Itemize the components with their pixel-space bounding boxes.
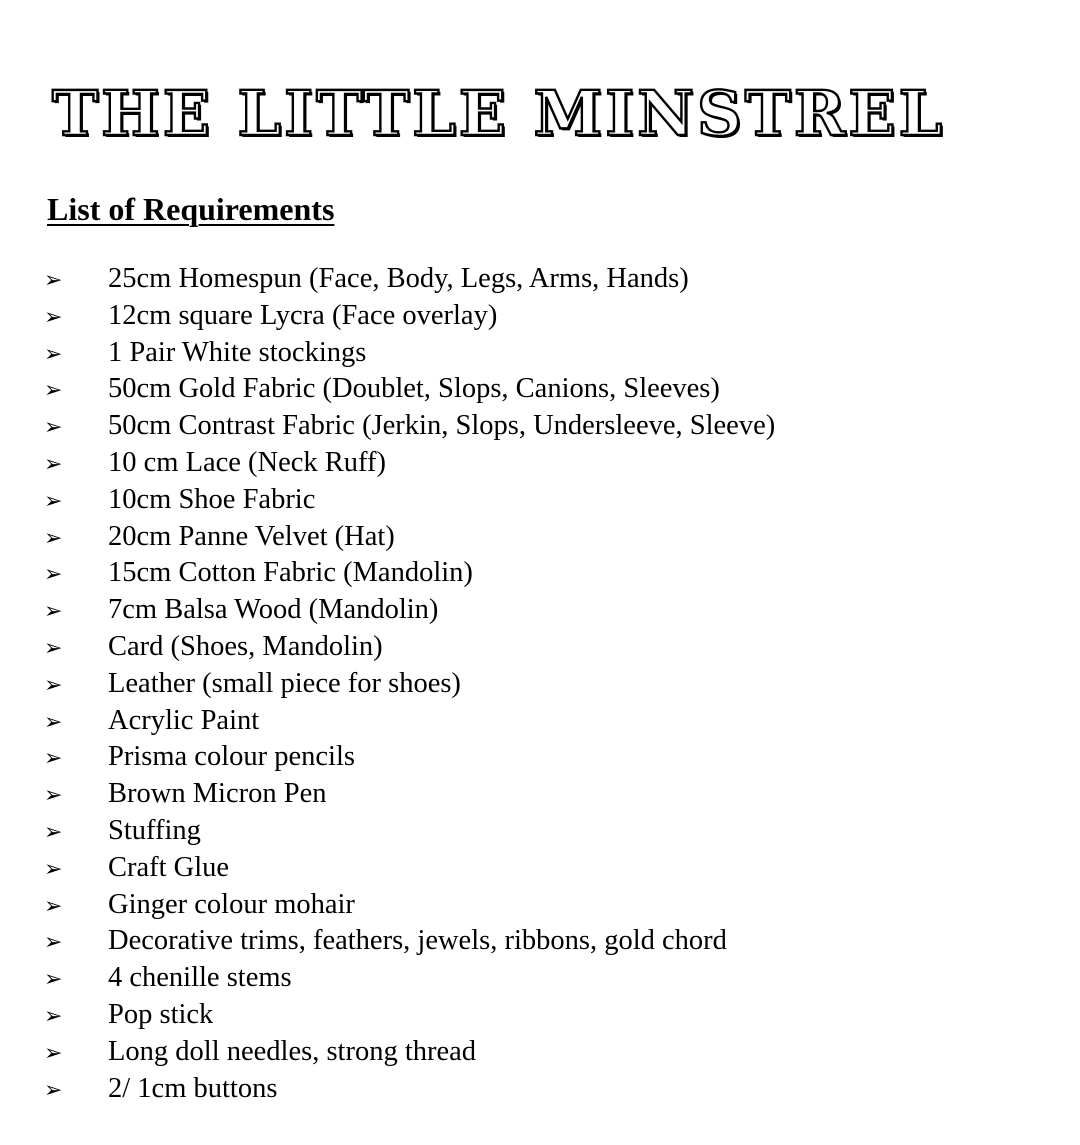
- list-item-text: Stuffing: [108, 814, 201, 846]
- arrow-bullet-icon: ➢: [44, 709, 63, 735]
- list-item: [38, 923, 1058, 960]
- arrow-bullet-icon: ➢: [44, 819, 63, 845]
- list-item-text: 50cm Gold Fabric (Doublet, Slops, Canions, Sleeves): [108, 373, 720, 405]
- list-item: [38, 298, 1058, 335]
- list-item-text: 10cm Shoe Fabric: [108, 483, 316, 515]
- list-item-text: Prisma colour pencils: [108, 741, 355, 773]
- list-item: [38, 887, 1058, 924]
- arrow-bullet-icon: ➢: [44, 415, 63, 441]
- requirements-list: [38, 261, 1058, 1107]
- list-item: [38, 703, 1058, 740]
- list-item-text: 7cm Balsa Wood (Mandolin): [108, 594, 439, 626]
- arrow-bullet-icon: ➢: [44, 1040, 63, 1066]
- arrow-bullet-icon: ➢: [44, 525, 63, 551]
- arrow-bullet-icon: ➢: [44, 488, 63, 514]
- list-item: [38, 1034, 1058, 1071]
- list-item-text: Long doll needles, strong thread: [108, 1035, 477, 1067]
- list-item-text: Craft Glue: [108, 851, 230, 883]
- list-item: [38, 960, 1058, 997]
- list-item: [38, 666, 1058, 703]
- list-item-text: Decorative trims, feathers, jewels, ribbons, gold chord: [108, 925, 727, 957]
- list-item: [38, 739, 1058, 776]
- list-item-text: 1 Pair White stockings: [108, 336, 367, 368]
- list-item-text: 2/ 1cm buttons: [108, 1072, 278, 1104]
- list-heading: List of Requirements: [47, 191, 335, 227]
- list-item-text: 4 chenille stems: [108, 962, 292, 994]
- list-item-text: 10 cm Lace (Neck Ruff): [108, 446, 387, 478]
- list-item-text: 12cm square Lycra (Face overlay): [108, 299, 498, 331]
- list-item: [38, 408, 1058, 445]
- list-item-text: Leather (small piece for shoes): [108, 667, 461, 699]
- list-item-text: Brown Micron Pen: [108, 778, 327, 810]
- list-item: [38, 445, 1058, 482]
- list-item: [38, 997, 1058, 1034]
- list-item-text: 20cm Panne Velvet (Hat): [108, 520, 395, 552]
- list-item-text: 15cm Cotton Fabric (Mandolin): [108, 557, 473, 589]
- arrow-bullet-icon: ➢: [44, 599, 63, 625]
- list-item: [38, 261, 1058, 298]
- list-item: [38, 592, 1058, 629]
- arrow-bullet-icon: ➢: [44, 893, 63, 919]
- list-item: [38, 850, 1058, 887]
- list-item: [38, 1071, 1058, 1108]
- arrow-bullet-icon: ➢: [44, 562, 63, 588]
- arrow-bullet-icon: ➢: [44, 856, 63, 882]
- list-item-text: 25cm Homespun (Face, Body, Legs, Arms, Hands): [108, 263, 689, 294]
- arrow-bullet-icon: ➢: [44, 783, 63, 809]
- list-item-text: Card (Shoes, Mandolin): [108, 630, 383, 662]
- arrow-bullet-icon: ➢: [44, 672, 63, 698]
- arrow-bullet-icon: ➢: [44, 341, 63, 367]
- list-item: [38, 482, 1058, 519]
- list-item-text: Ginger colour mohair: [108, 888, 355, 920]
- arrow-bullet-icon: ➢: [44, 378, 63, 404]
- list-item: [38, 371, 1058, 408]
- list-item: [38, 335, 1058, 372]
- arrow-bullet-icon: ➢: [44, 1077, 63, 1103]
- arrow-bullet-icon: ➢: [44, 268, 63, 293]
- list-item: [38, 776, 1058, 813]
- arrow-bullet-icon: ➢: [44, 930, 63, 956]
- list-item: [38, 813, 1058, 850]
- arrow-bullet-icon: ➢: [44, 967, 63, 993]
- list-item-text: Pop stick: [108, 998, 214, 1030]
- arrow-bullet-icon: ➢: [44, 1003, 63, 1029]
- list-item-text: Acrylic Paint: [108, 704, 260, 736]
- document-title: THE LITTLE MINSTREL: [52, 77, 946, 150]
- list-item-text: 50cm Contrast Fabric (Jerkin, Slops, Undersleeve, Sleeve): [108, 410, 776, 442]
- arrow-bullet-icon: ➢: [44, 746, 63, 772]
- arrow-bullet-icon: ➢: [44, 451, 63, 477]
- arrow-bullet-icon: ➢: [44, 304, 63, 330]
- list-item: [38, 555, 1058, 592]
- list-item: [38, 629, 1058, 666]
- list-item: [38, 519, 1058, 556]
- arrow-bullet-icon: ➢: [44, 635, 63, 661]
